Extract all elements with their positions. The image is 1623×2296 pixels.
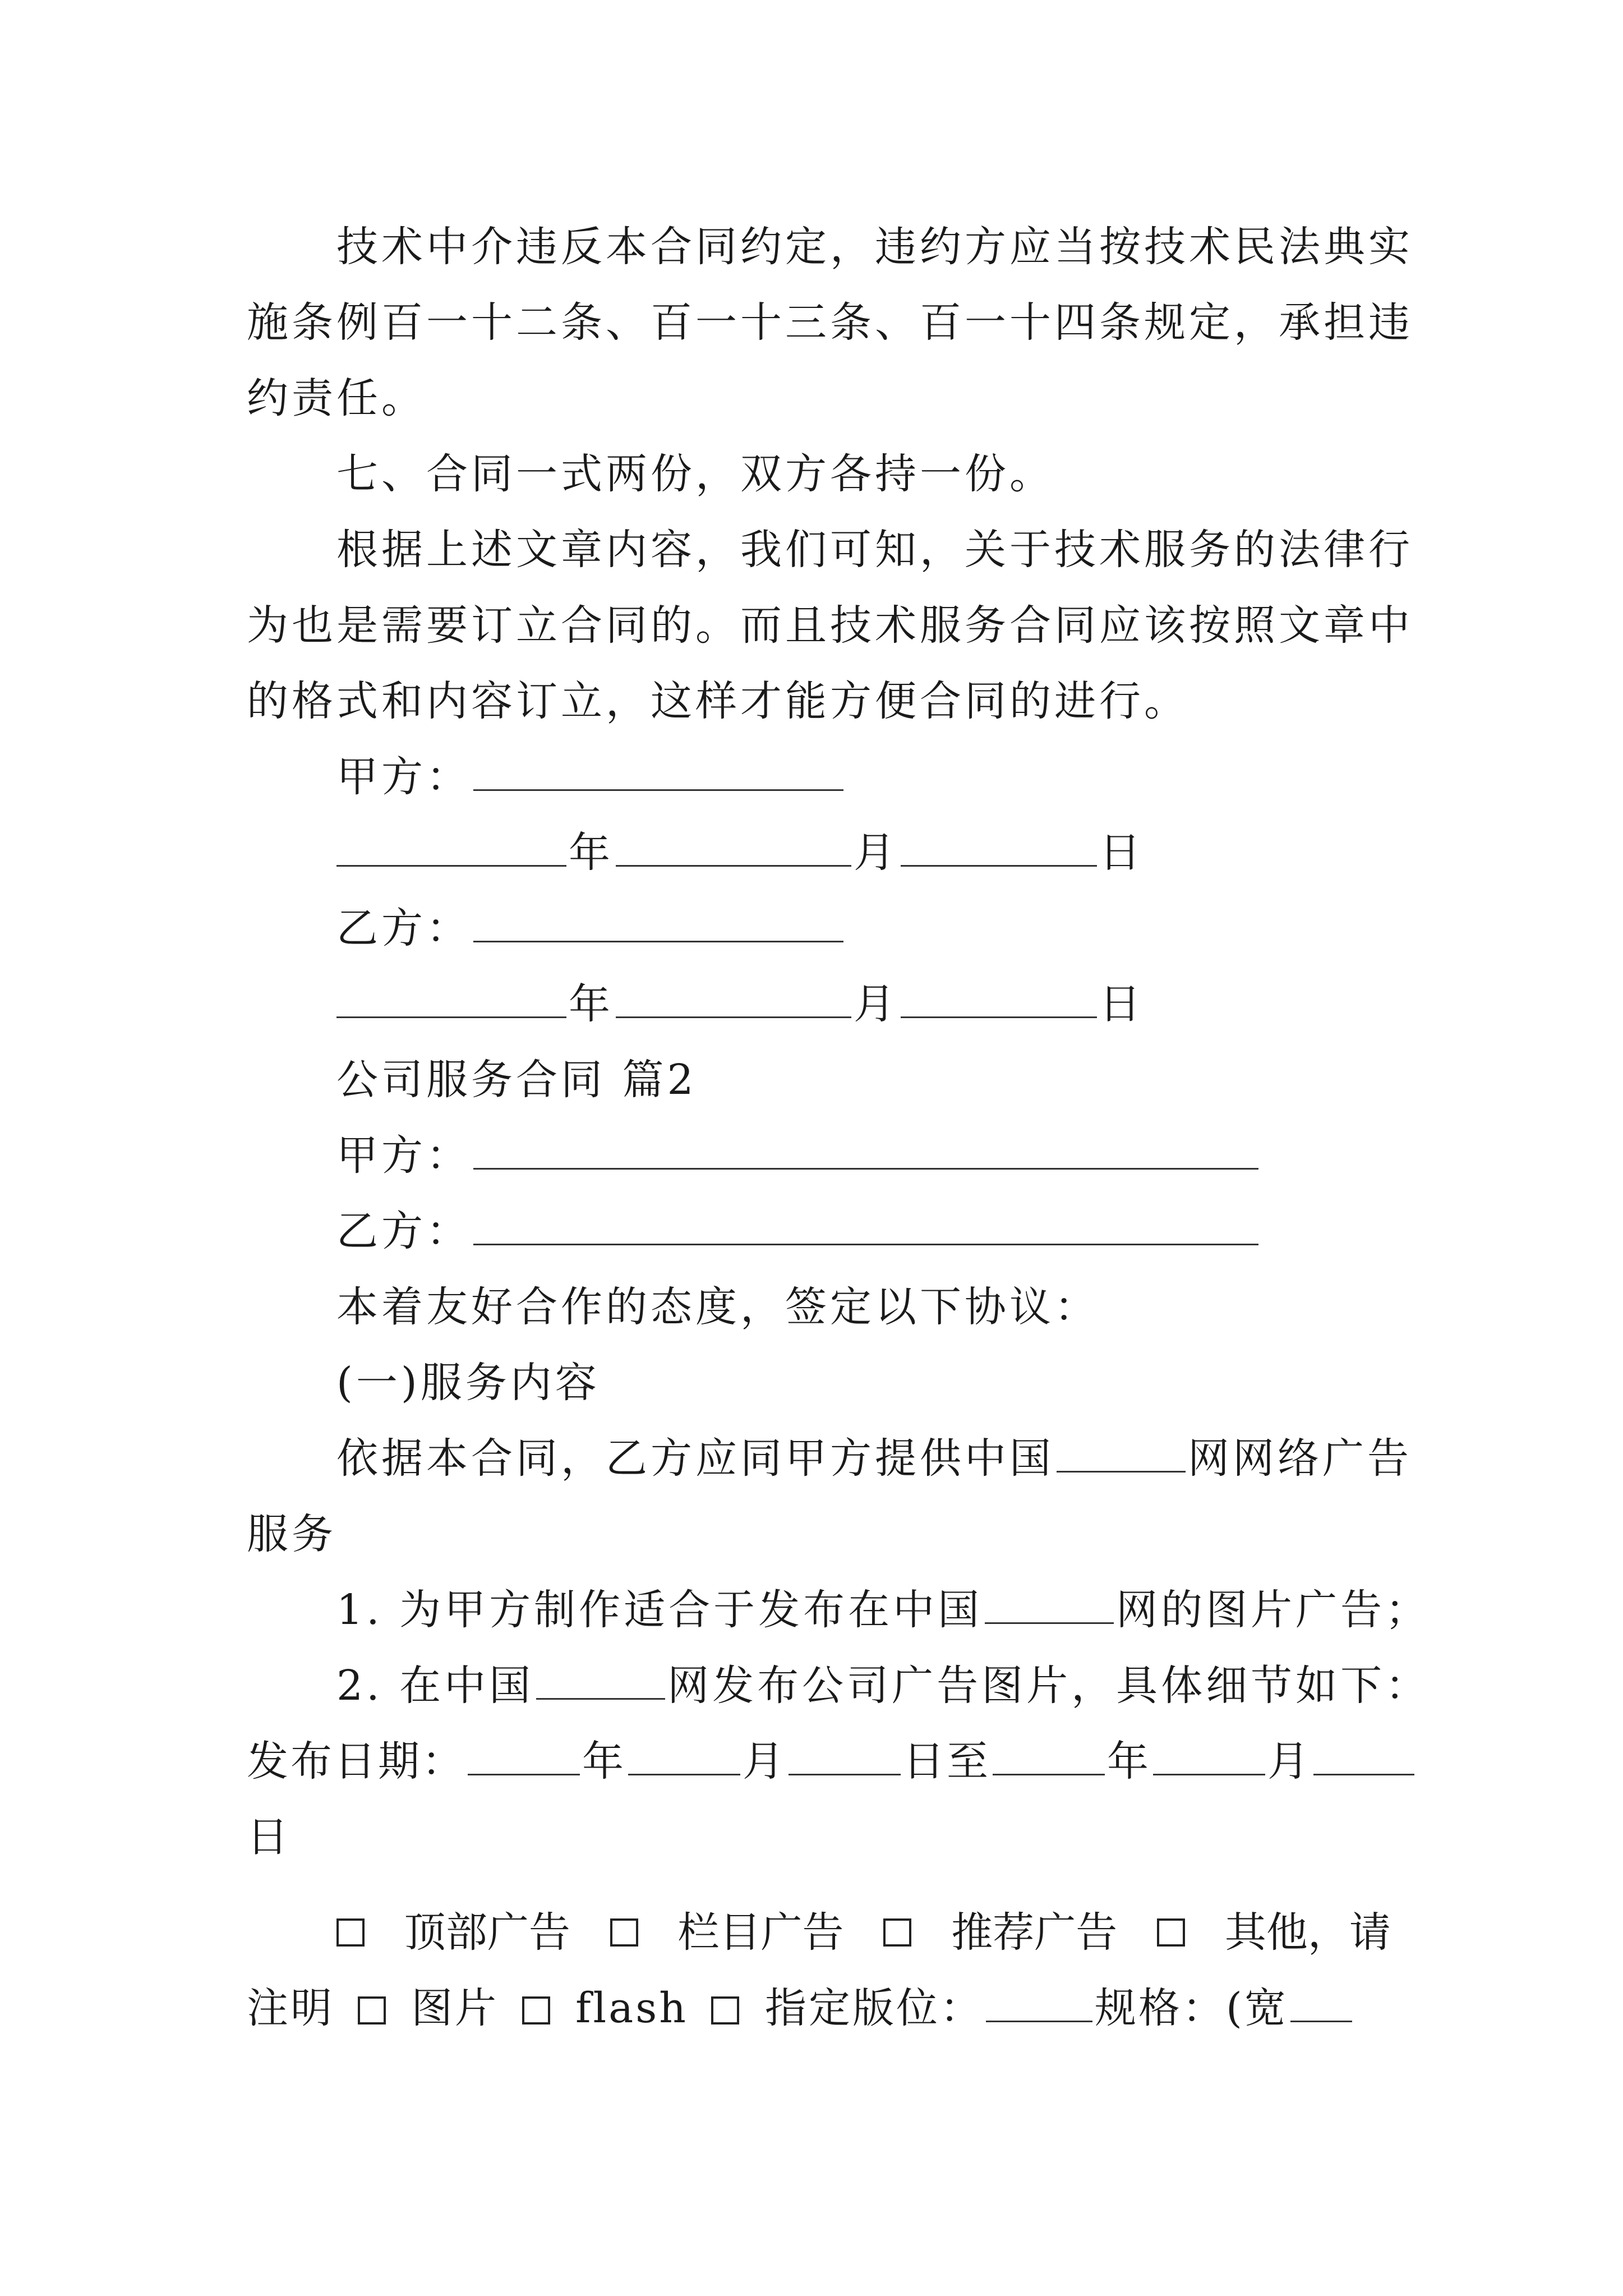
- service-content-heading: (一)服务内容: [336, 1359, 600, 1407]
- item1-text-end: 网的图片广告；: [1116, 1586, 1431, 1634]
- party-b2-blank: [473, 1210, 1258, 1245]
- option-flash-label: flash: [575, 1984, 688, 2032]
- month-label: 月: [1267, 1737, 1311, 1786]
- website-name-blank: [1057, 1437, 1186, 1473]
- item2-text-end: 网发布公司广告图片，具体细节如下：: [667, 1662, 1431, 1710]
- party-b-label: 乙方：: [336, 904, 471, 953]
- checkbox-picture[interactable]: [358, 1996, 386, 2024]
- party-a-blank: [473, 756, 843, 791]
- option-position-label: 指定版位：: [765, 1984, 984, 2032]
- service-item-2: [336, 1646, 1431, 1725]
- paragraph-summary-line2: 为也是需要订立合同的。而且技术服务合同应该按照文章中: [247, 601, 1413, 650]
- checkbox-other[interactable]: [1157, 1918, 1185, 1947]
- end-year-blank: [993, 1740, 1105, 1775]
- note-label: 注明: [247, 1984, 334, 2032]
- option-recommend-ad-label: 推荐广告: [951, 1908, 1118, 1957]
- checkbox-flash[interactable]: [522, 1996, 550, 2024]
- start-day-blank: [789, 1740, 901, 1775]
- end-month-blank: [1153, 1740, 1265, 1775]
- checkbox-column-ad[interactable]: [610, 1918, 638, 1947]
- year-label: 年: [582, 1737, 626, 1786]
- website-name-blank: [536, 1664, 665, 1700]
- ad-type-options: [336, 1893, 1391, 1972]
- option-other-label: 其他，请: [1224, 1908, 1391, 1957]
- day-blank: [901, 983, 1097, 1018]
- service-clause-line1: [336, 1419, 1412, 1498]
- checkbox-recommend-ad[interactable]: [883, 1918, 911, 1947]
- item2-text: 2. 在中国: [336, 1662, 534, 1710]
- publish-date-label: 发布日期：: [247, 1737, 465, 1786]
- checkbox-top-ad[interactable]: [336, 1918, 365, 1947]
- agreement-intro: 本着友好合作的态度，签定以下协议：: [336, 1283, 1099, 1331]
- paragraph-breach-line1: 技术中介违反本合同约定，违约方应当按技术民法典实: [336, 223, 1413, 271]
- month-blank: [616, 983, 851, 1018]
- year-blank: [336, 831, 566, 867]
- paragraph-summary-line3: 的格式和内容订立，这样才能方便合同的进行。: [247, 677, 1189, 725]
- service-clause-text: 依据本合同，乙方应同甲方提供中国: [336, 1434, 1054, 1483]
- publish-date-line-end: 日: [247, 1813, 292, 1861]
- party-a2-label: 甲方：: [336, 1131, 471, 1180]
- end-day-blank: [1313, 1740, 1414, 1775]
- item1-text: 1. 为甲方制作适合于发布在中国: [336, 1586, 983, 1634]
- clause-seven: 七、合同一式两份，双方各持一份。: [336, 450, 1054, 498]
- start-year-blank: [468, 1740, 580, 1775]
- day-label: 日: [1099, 829, 1144, 877]
- party-a-signature-line: [336, 738, 1391, 816]
- start-month-blank: [628, 1740, 740, 1775]
- paragraph-breach-line3: 约责任。: [247, 374, 426, 422]
- day-label: 日: [1099, 980, 1144, 1028]
- paragraph-summary-line1: 根据上述文章内容，我们可知，关于技术服务的法律行: [336, 526, 1413, 574]
- service-clause-line2: 服务: [247, 1510, 336, 1558]
- option-column-ad-label: 栏目广告: [677, 1908, 844, 1957]
- publish-date-line: [247, 1722, 1391, 1801]
- ad-format-options: [247, 1969, 1391, 2047]
- website-name-blank: [985, 1589, 1114, 1624]
- date-range-to: 日至: [903, 1737, 990, 1786]
- paragraph-breach-line2: 施条例百一十二条、百一十三条、百一十四条规定，承担违: [247, 298, 1413, 347]
- party-b-blank: [473, 907, 843, 942]
- year-label: 年: [569, 829, 614, 877]
- party-a2-blank: [473, 1134, 1258, 1170]
- month-label: 月: [854, 980, 898, 1028]
- section-heading: 公司服务合同 篇2: [336, 1056, 697, 1104]
- month-label: 月: [854, 829, 898, 877]
- day-blank: [901, 831, 1097, 867]
- party-b-date-line: [336, 965, 1391, 1043]
- party-b2-line: [336, 1192, 1391, 1271]
- year-label: 年: [1107, 1737, 1151, 1786]
- service-clause-text-end: 网网络广告: [1188, 1434, 1412, 1483]
- checkbox-position[interactable]: [711, 1996, 739, 2024]
- option-picture-label: 图片: [411, 1984, 499, 2032]
- spec-label: 规格：(宽: [1095, 1984, 1288, 2032]
- party-a2-line: [336, 1116, 1391, 1195]
- party-b-signature-line: [336, 889, 1391, 968]
- party-a-date-line: [336, 813, 1391, 892]
- month-label: 月: [743, 1737, 786, 1786]
- option-top-ad-label: 顶部广告: [404, 1908, 570, 1957]
- party-a-label: 甲方：: [336, 753, 471, 801]
- width-blank: [1290, 1987, 1352, 2022]
- month-blank: [616, 831, 851, 867]
- service-item-1: [336, 1571, 1431, 1649]
- party-b2-label: 乙方：: [336, 1207, 471, 1255]
- position-blank: [986, 1987, 1092, 2022]
- year-label: 年: [569, 980, 614, 1028]
- year-blank: [336, 983, 566, 1018]
